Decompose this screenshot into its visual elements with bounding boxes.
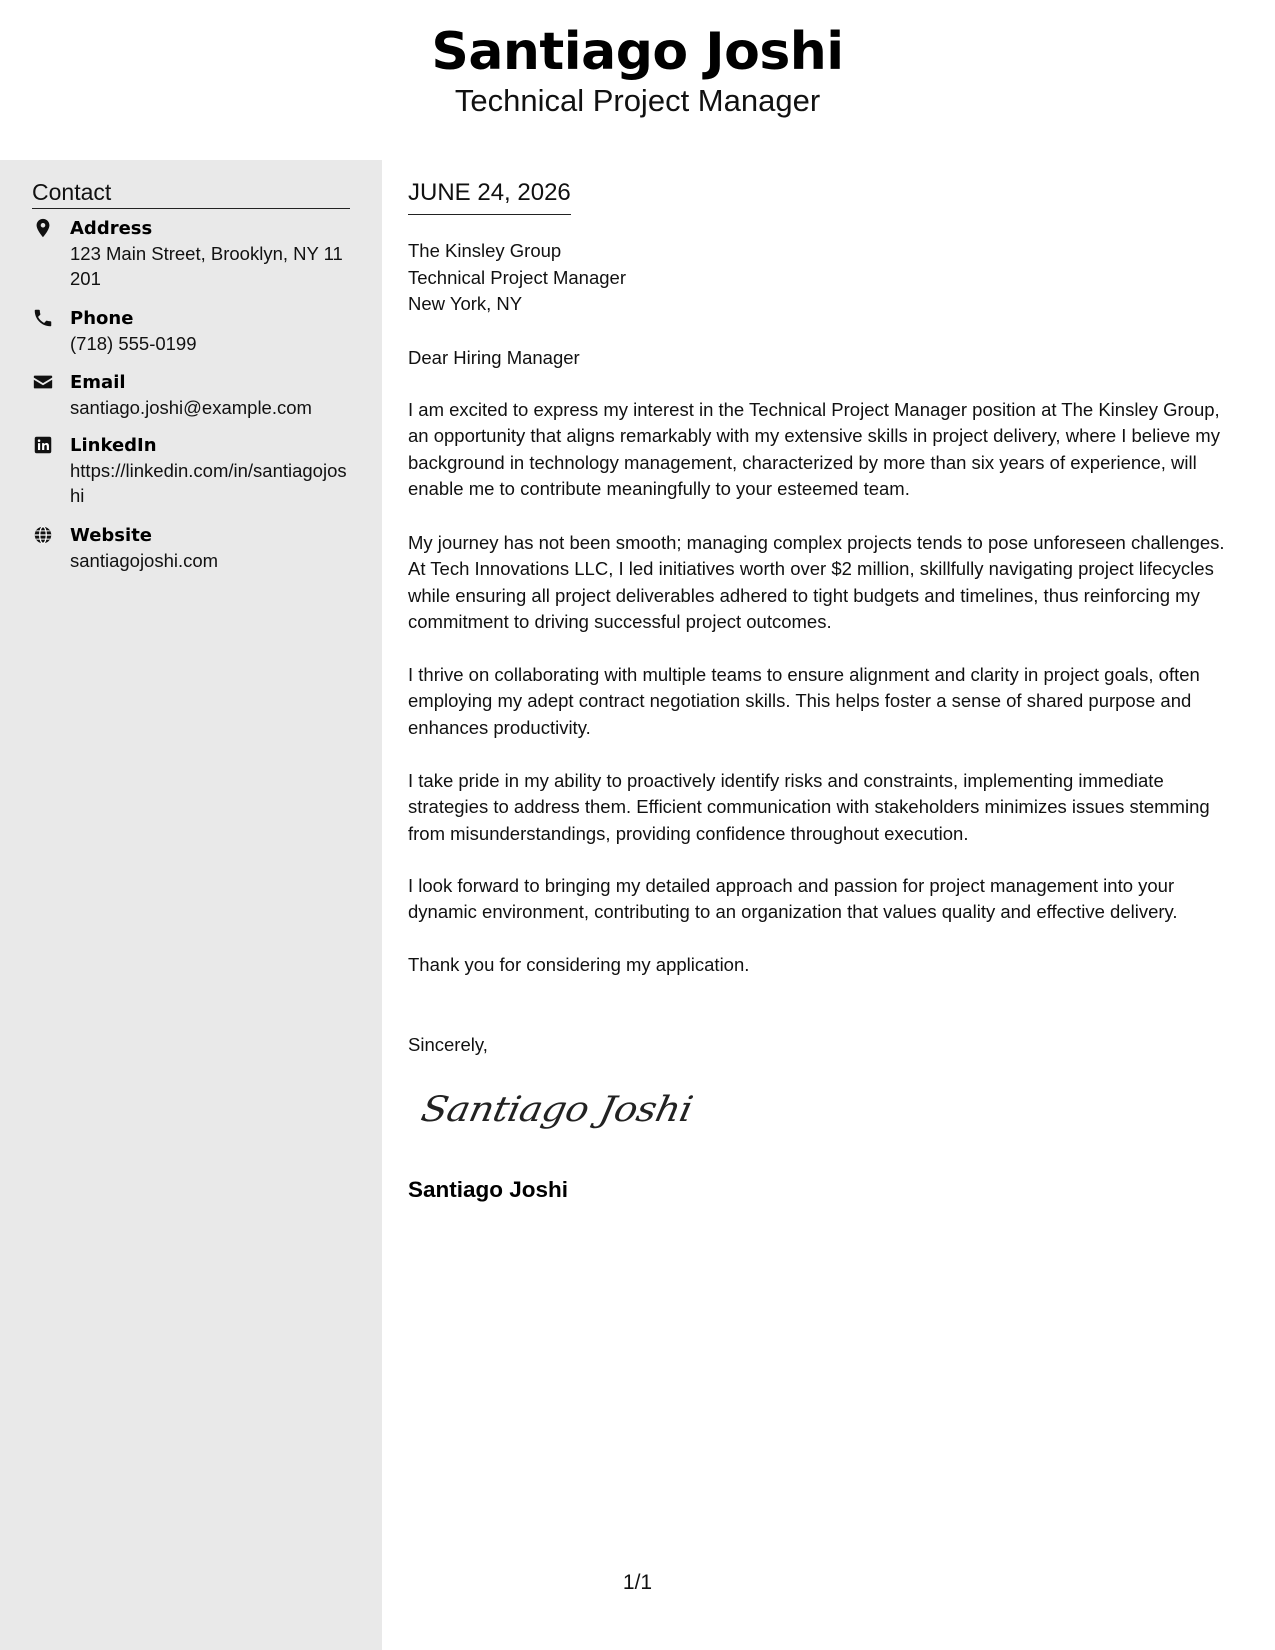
letter-date: JUNE 24, 2026 (408, 178, 571, 215)
contact-value: santiago.joshi@example.com (70, 397, 312, 418)
paragraph: My journey has not been smooth; managing complex projects tends to pose unforeseen challenges. At Tech Innovations LLC, I led initiatives worth over $2 million, skillfully navigating project lifecycles while ensuring all project deliverables adhered to tight budgets and timelines, thus reinforcing my commitment to driving successful project outcomes. (408, 532, 1225, 633)
contact-label: Email (70, 372, 126, 393)
paragraph: I take pride in my ability to proactively identify risks and constraints, implementing immediate strategies to address them. Efficient communication with stakeholders minimizes issues stemming from misunderstandings, providing confidence throughout execution. (408, 770, 1210, 844)
salutation: Dear Hiring Manager (408, 347, 580, 368)
paragraph: I am excited to express my interest in the Technical Project Manager position at The Kinsley Group, an opportunity that aligns remarkably with my extensive skills in project delivery, where I believe my background in technology management, characterized by more than six years of experience, will enable me to contribute meaningfully to your esteemed team. (408, 399, 1220, 500)
contact-value: (718) 555-0199 (70, 333, 197, 354)
recipient-block (408, 238, 626, 318)
signer-name: Santiago Joshi (408, 1177, 569, 1202)
closing: Sincerely, (408, 1034, 488, 1055)
contact-sidebar (0, 160, 382, 1650)
recipient-location: New York, NY (408, 293, 523, 314)
map-pin-icon (32, 217, 54, 239)
linkedin-icon (32, 434, 54, 456)
contact-value: https://linkedin.com/in/santiagojoshi (70, 460, 347, 506)
phone-icon (32, 307, 54, 329)
letter-header (0, 0, 1275, 160)
applicant-name: Santiago Joshi (431, 22, 844, 82)
envelope-icon (32, 371, 54, 393)
recipient-role: Technical Project Manager (408, 266, 626, 288)
globe-icon (32, 524, 54, 546)
contact-label: Website (70, 525, 153, 546)
paragraph: I thrive on collaborating with multiple teams to ensure alignment and clarity in project goals, often employing my adept contract negotiation skills. This helps foster a sense of shared purpose and enhances productivity. (408, 664, 1200, 738)
contact-heading: Contact (32, 178, 350, 209)
contact-label: Phone (70, 308, 134, 329)
recipient-company: The Kinsley Group (408, 240, 562, 261)
contact-value: 123 Main Street, Brooklyn, NY 11201 (70, 243, 343, 289)
applicant-title: Technical Project Manager (454, 83, 821, 118)
page-number: 1/1 (622, 1571, 653, 1594)
handwritten-signature: Santiago Joshi (417, 1088, 697, 1130)
contact-label: LinkedIn (70, 435, 157, 456)
contact-label: Address (70, 218, 153, 239)
paragraph: Thank you for considering my application. (408, 954, 750, 975)
paragraph: I look forward to bringing my detailed approach and passion for project management into your dynamic environment, contributing to an organization that values quality and effective delivery. (408, 875, 1178, 923)
contact-value: santiagojoshi.com (70, 550, 219, 571)
